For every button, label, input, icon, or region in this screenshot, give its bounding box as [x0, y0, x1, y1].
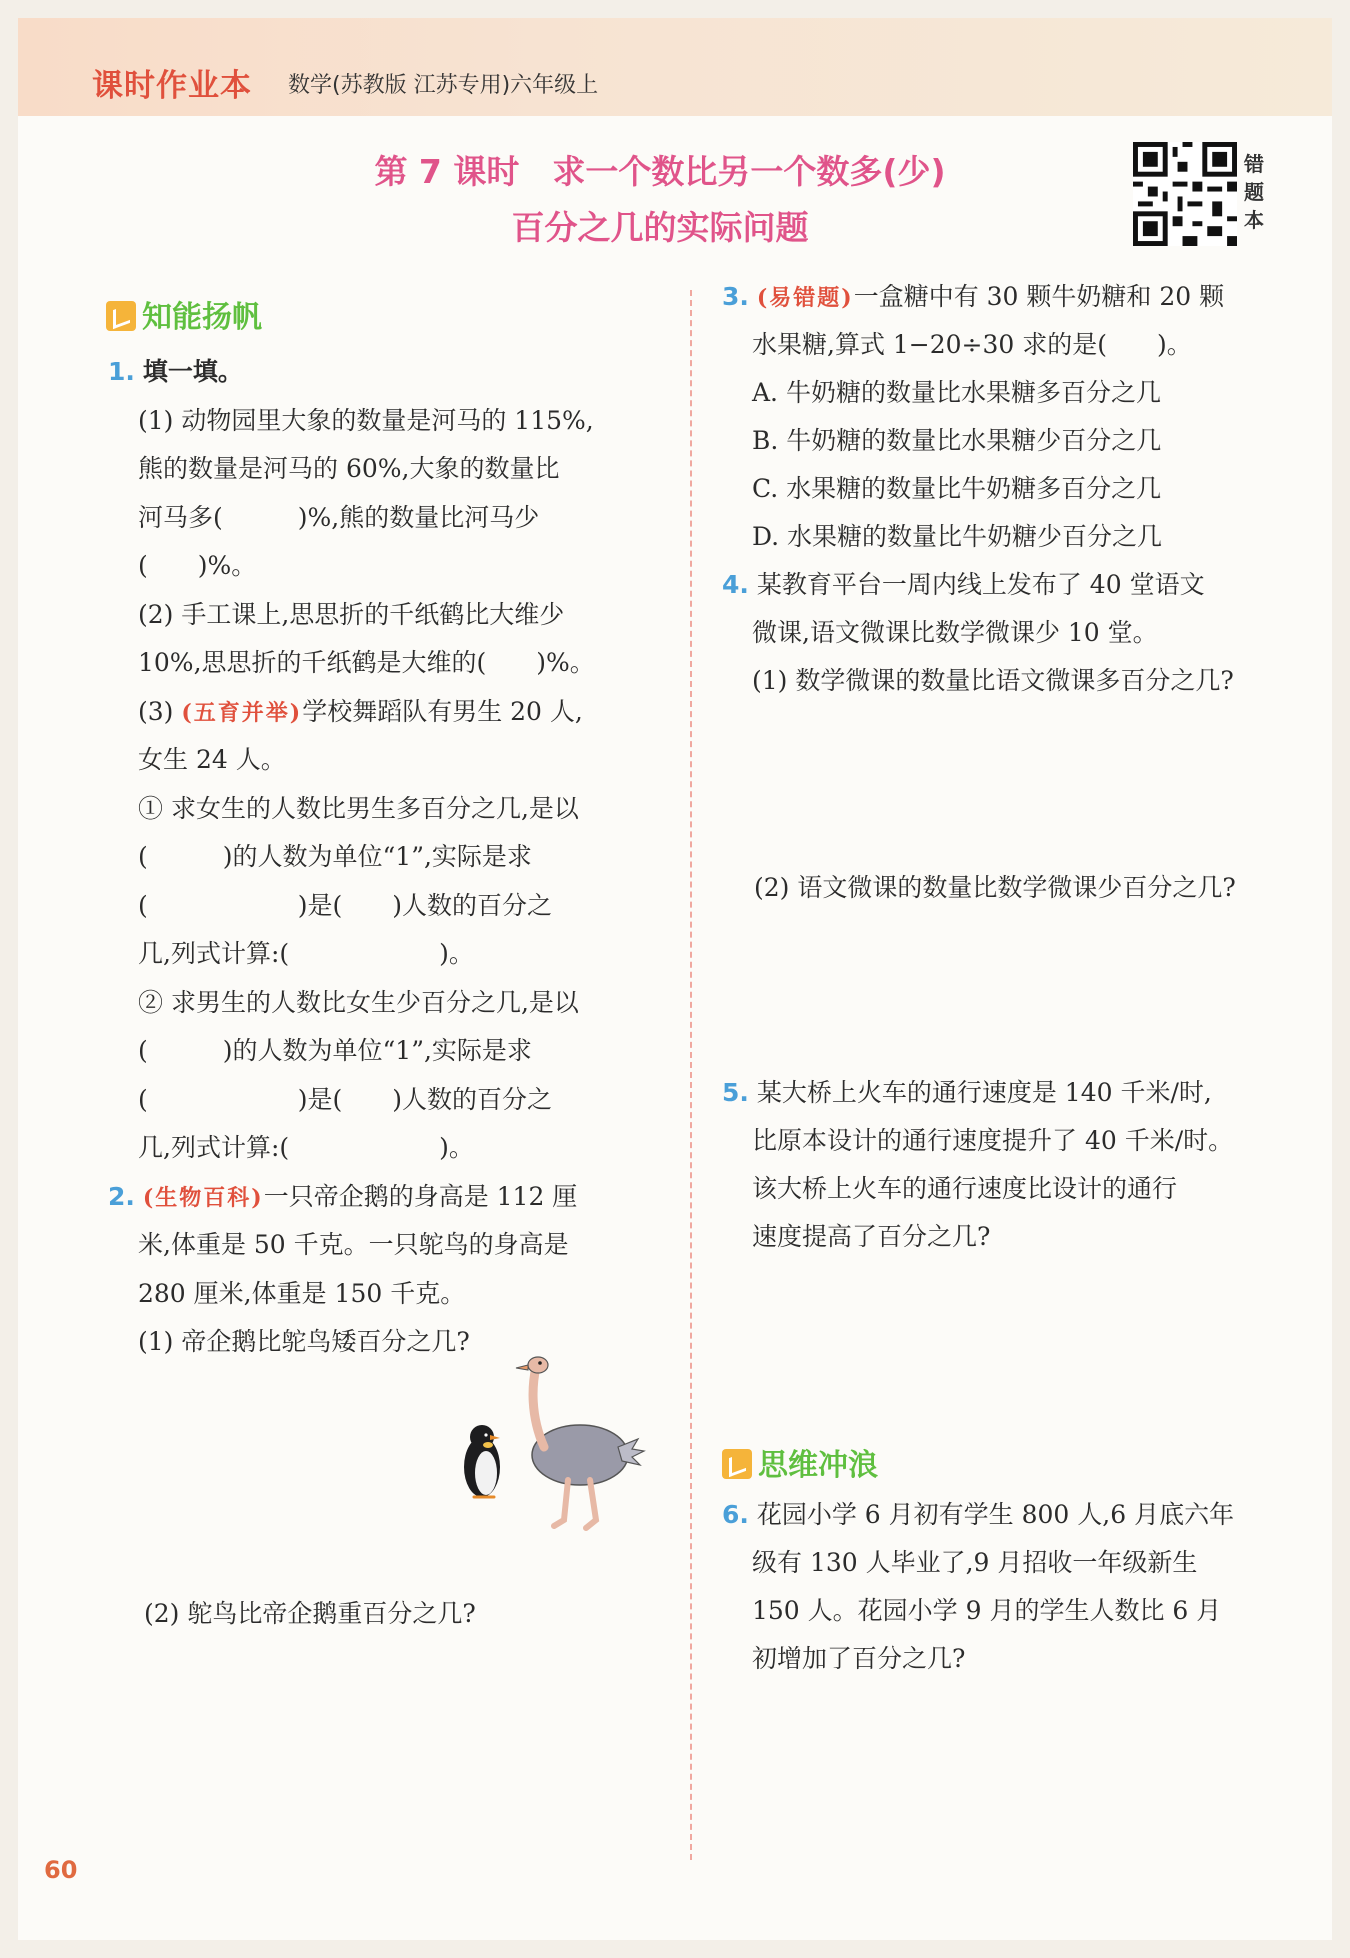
question-line: [138, 449, 559, 489]
question-line: [138, 643, 595, 683]
question-tag: (易错题): [756, 285, 854, 311]
question-line: [752, 469, 1161, 509]
question-text: B. 牛奶糖的数量比水果糖少百分之几: [752, 426, 1162, 455]
question-line: [138, 740, 286, 780]
question-text: 一盒糖中有 30 颗牛奶糖和 20 颗: [853, 282, 1225, 311]
question-text: 花园小学 6 月初有学生 800 人,6 月底六年: [756, 1500, 1235, 1529]
question-text: 熊的数量是河马的 60%,大象的数量比: [138, 454, 560, 483]
question-line: [138, 886, 552, 926]
question-line: [138, 1031, 532, 1071]
question-line: [138, 498, 539, 538]
qr-label: [1244, 150, 1268, 234]
question-line: [752, 421, 1161, 461]
question-line: [752, 373, 1161, 413]
question-text: 某教育平台一周内线上发布了 40 堂语文: [756, 570, 1205, 599]
question-number: 1.: [108, 357, 135, 386]
question-line: [722, 1073, 1212, 1113]
question-line: [138, 692, 583, 733]
wave-icon: [722, 1449, 752, 1479]
question-line: [752, 1217, 990, 1257]
section-label: 知能扬帆: [142, 300, 262, 335]
book-subtitle: 数学(苏教版 江苏专用)六年级上: [288, 73, 599, 98]
question-line: [138, 983, 579, 1023]
question-text: 10%,思思折的千纸鹤是大维的( )%。: [138, 648, 595, 677]
question-text: (1) 动物园里大象的数量是河马的 115%,: [138, 405, 594, 435]
question-text: 初增加了百分之几?: [752, 1644, 966, 1673]
question-line: [138, 595, 564, 635]
question-text: C. 水果糖的数量比牛奶糖多百分之几: [752, 474, 1162, 503]
question-text: 河马多( )%,熊的数量比河马少: [138, 502, 540, 532]
sail-icon: [106, 301, 136, 331]
question-line: [138, 1322, 470, 1362]
question-text: 填一填。: [142, 357, 243, 386]
question-text: (2) 手工课上,思思折的千纸鹤比大维少: [138, 599, 565, 629]
question-line: [752, 661, 1234, 701]
question-tag: (五育并举): [181, 699, 303, 726]
qr-code-icon[interactable]: [1133, 142, 1237, 246]
question-text: 280 厘米,体重是 150 千克。: [138, 1278, 466, 1308]
question-text: (1) 数学微课的数量比语文微课多百分之几?: [752, 666, 1234, 695]
question-number: 4.: [722, 570, 749, 599]
question-line: [752, 1543, 1197, 1583]
column-divider: [690, 290, 692, 1860]
question-text: 米,体重是 50 千克。一只鸵鸟的身高是: [138, 1230, 569, 1259]
question-line: [722, 1495, 1234, 1535]
question-text: D. 水果糖的数量比牛奶糖少百分之几: [752, 522, 1163, 551]
qr-label-char: 题: [1244, 180, 1264, 204]
question-number: 3.: [722, 282, 749, 311]
question-text: 学校舞蹈队有男生 20 人,: [302, 696, 583, 726]
question-line: [752, 517, 1162, 557]
question-text: 水果糖,算式 1−20÷30 求的是( )。: [752, 330, 1192, 359]
sub-question-prefix: (3): [138, 696, 182, 726]
question-text: ( )的人数为单位“1”,实际是求: [138, 1036, 532, 1065]
question-text: A. 牛奶糖的数量比水果糖多百分之几: [752, 378, 1161, 407]
question-text: 速度提高了百分之几?: [752, 1222, 991, 1251]
section-heading-1: [106, 292, 262, 336]
question-line: [138, 401, 594, 441]
question-line: [752, 613, 1158, 653]
page-number: 60: [44, 1856, 78, 1884]
question-line: [752, 325, 1192, 365]
question-text: 微课,语文微课比数学微课少 10 堂。: [752, 618, 1158, 647]
question-text: 某大桥上火车的通行速度是 140 千米/时,: [756, 1078, 1212, 1107]
question-line: [752, 1121, 1233, 1161]
question-text: 该大桥上火车的通行速度比设计的通行: [752, 1174, 1178, 1203]
section-label: 思维冲浪: [758, 1448, 878, 1483]
question-line: [138, 1128, 474, 1168]
question-line: [752, 1169, 1177, 1209]
qr-label-char: 本: [1244, 208, 1264, 232]
question-number: 5.: [722, 1078, 749, 1107]
question-text: ( )的人数为单位“1”,实际是求: [138, 842, 532, 871]
lesson-title-line1: 第 7 课时 求一个数比另一个数多(少): [374, 152, 946, 191]
question-line: [138, 1080, 552, 1120]
question-text: 比原本设计的通行速度提升了 40 千米/时。: [752, 1126, 1234, 1155]
question-text: ( )是( )人数的百分之: [138, 1084, 553, 1114]
question-line: [722, 565, 1205, 605]
question-line: [722, 277, 1224, 318]
question-text: 级有 130 人毕业了,9 月招收一年级新生: [752, 1548, 1198, 1577]
brand-title: 课时作业本: [92, 68, 252, 104]
question-text: 几,列式计算:( )。: [138, 939, 474, 968]
question-line: [752, 1591, 1221, 1631]
question-text: ( )%。: [138, 551, 257, 580]
question-4-part-2: (2) 语文微课的数量比数学微课少百分之几?: [754, 873, 1236, 902]
question-line: [752, 1639, 965, 1679]
question-2-part-2: (2) 鸵鸟比帝企鹅重百分之几?: [144, 1599, 476, 1628]
question-text: 150 人。花园小学 9 月的学生人数比 6 月: [752, 1596, 1222, 1625]
question-text: ② 求男生的人数比女生少百分之几,是以: [138, 987, 579, 1017]
section-heading-2: [722, 1440, 878, 1484]
question-tag: (生物百科): [142, 1184, 264, 1211]
lesson-title-line2: 百分之几的实际问题: [511, 208, 809, 247]
question-number: 6.: [722, 1500, 749, 1529]
question-line: [138, 546, 256, 586]
question-text: 几,列式计算:( )。: [138, 1133, 474, 1162]
question-line: [108, 352, 243, 392]
question-line: [138, 1225, 569, 1265]
question-line: [138, 837, 532, 877]
question-text: ( )是( )人数的百分之: [138, 890, 553, 920]
question-line: [108, 1177, 577, 1218]
question-line: [138, 1274, 465, 1314]
question-number: 2.: [108, 1181, 135, 1211]
question-text: 女生 24 人。: [138, 745, 286, 774]
question-text: ① 求女生的人数比男生多百分之几,是以: [138, 793, 579, 823]
qr-label-char: 错: [1244, 152, 1264, 176]
penguin-ostrich-illustration: [460, 1355, 670, 1535]
question-line: [138, 789, 579, 829]
question-text: 一只帝企鹅的身高是 112 厘: [263, 1181, 578, 1211]
question-line: [138, 934, 474, 974]
question-text: (1) 帝企鹅比鸵鸟矮百分之几?: [138, 1327, 470, 1356]
